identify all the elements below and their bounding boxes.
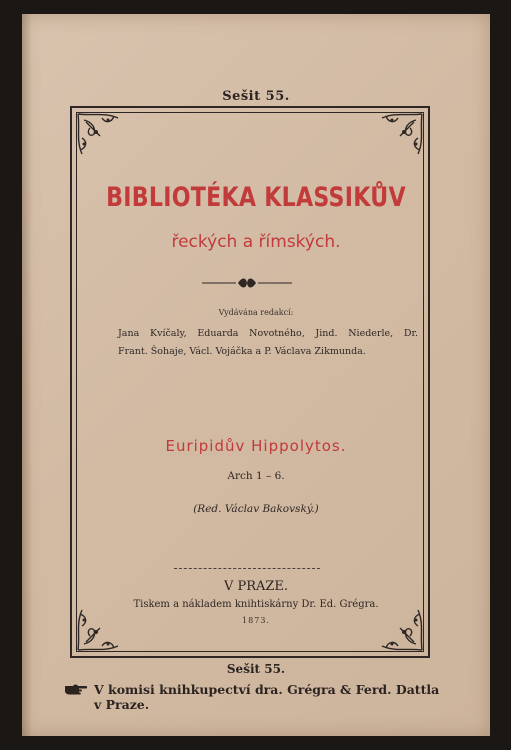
volume-editor-note: (Red. Václav Bakovský.) <box>193 503 319 515</box>
pointing-hand-icon <box>64 683 88 695</box>
sheets-range: Arch 1 – 6. <box>227 470 285 482</box>
work-title: Euripidův Hippolytos. <box>165 437 347 455</box>
corner-ornament-icon <box>74 110 144 170</box>
commission-line: V komisi knihkupectví dra. Grégra & Ferd. Dattla <box>94 682 440 697</box>
dashed-separator <box>174 568 320 569</box>
editors-line: Frant. Šohaje, Václ. Vojáčka a P. Václava Zikmunda. <box>118 346 366 357</box>
corner-ornament-icon <box>356 110 426 170</box>
publication-place: V PRAZE. <box>223 579 289 594</box>
issue-number-bottom: Sešit 55. <box>226 662 286 676</box>
editors-list <box>118 325 418 361</box>
edited-by-label: Vydávána redakcí: <box>218 308 294 317</box>
floral-divider-icon <box>202 274 292 286</box>
series-title: BIBLIOTÉKA KLASSIKŮV <box>106 182 406 213</box>
issue-number-top: Sešit 55. <box>222 89 290 104</box>
commission-notice <box>64 682 474 712</box>
publication-year: 1873. <box>242 616 270 625</box>
book-cover <box>22 14 490 736</box>
editors-line: Jana Kvíčaly, Eduarda Novotného, Jind. Niederle, Dr. <box>118 328 418 339</box>
printer-line: Tiskem a nákladem knihtiskárny Dr. Ed. Grégra. <box>133 599 379 610</box>
commission-line: v Praze. <box>94 697 150 712</box>
series-subtitle: řeckých a římských. <box>171 232 341 252</box>
